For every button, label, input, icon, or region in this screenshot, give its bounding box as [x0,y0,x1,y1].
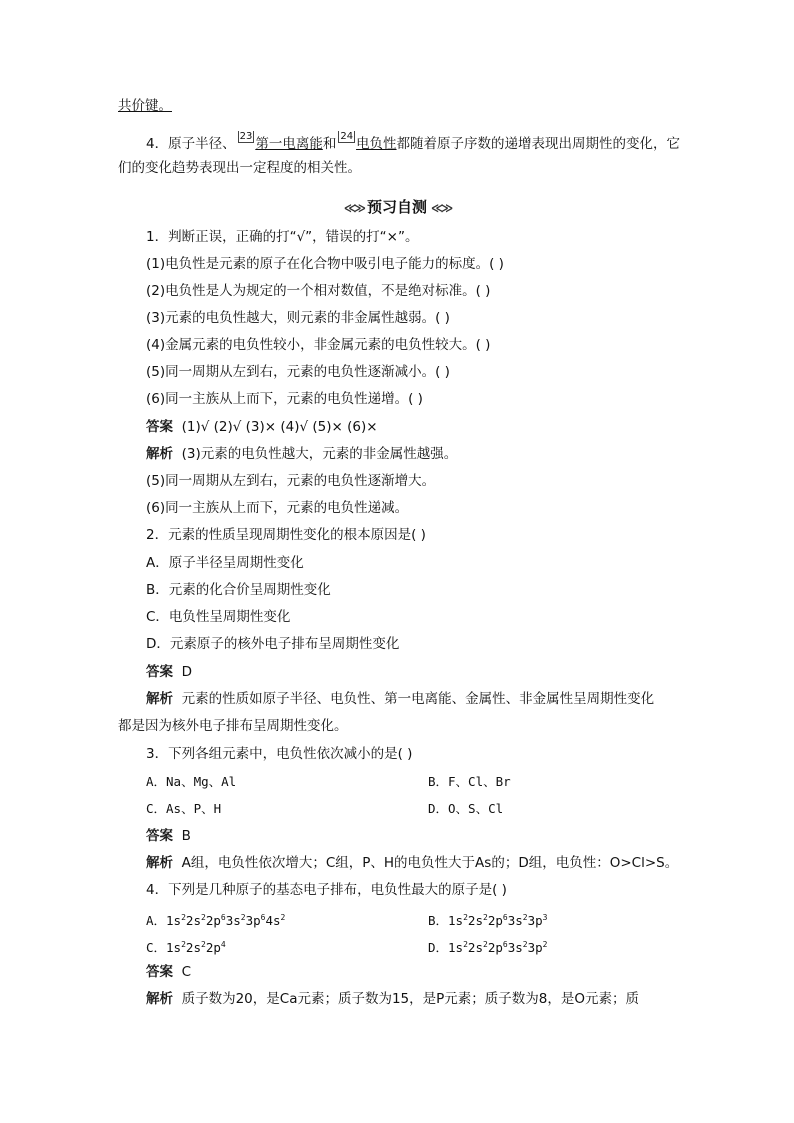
q4-analysis [146,990,639,1008]
q3-answer [146,827,191,845]
blank-number-24: 24 [340,131,354,142]
q4-stem: 4．下列是几种原子的基态电子排布，电负性最大的原子是( ) [146,882,507,898]
q1-analysis [146,445,457,463]
answer-label: 答案 [146,664,173,680]
term-first-ionization-energy: 第一电离能 [255,136,323,152]
section-deco-right: ≪≫ [431,201,451,215]
q1-item-1: (1)电负性是元素的原子在化合物中吸引电子能力的标度。( ) [146,256,504,272]
blank-number-23: 23 [239,131,253,142]
q4-option-b: B．$1s^22s^22p^63s^23p^3$ [428,913,548,929]
q2-answer [146,663,192,681]
q1-stem: 1．判断正误，正确的打“√”，错误的打“×”。 [146,229,419,245]
term-electronegativity: 电负性 [356,136,397,152]
q3-stem: 3．下列各组元素中，电负性依次减小的是( ) [146,746,413,762]
q1-answer [146,418,378,436]
item-4 [146,131,680,153]
section-deco-left: ≪≫ [343,201,363,215]
paragraph-end-text: 共价键。 [118,98,172,114]
q4-option-c: C．$1s^22s^22p^4$ [146,940,226,956]
q2-option-b: B．元素的化合价呈周期性变化 [146,582,331,598]
q1-analysis-line1: (3)元素的电负性越大，元素的非金属性越强。 [181,446,458,462]
analysis-label: 解析 [146,991,173,1007]
q1-item-3: (3)元素的电负性越大，则元素的非金属性越弱。( ) [146,310,450,326]
answer-label: 答案 [146,964,173,980]
q2-analysis [146,690,654,708]
q2-answer-text: D [181,664,192,680]
q3-option-d: D．O、S、Cl [428,801,504,816]
q4-option-d: D．$1s^22s^22p^63s^23p^2$ [428,940,548,956]
q2-option-a: A．原子半径呈周期性变化 [146,555,304,571]
q1-answer-text: (1)√ (2)√ (3)× (4)√ (5)× (6)× [181,419,378,435]
q2-option-d: D．元素原子的核外电子排布呈周期性变化 [146,636,400,652]
q3-analysis [146,854,678,872]
q4-option-a: A．$1s^22s^22p^63s^23p^64s^2$ [146,913,286,929]
section-title-text: 预习自测 [366,198,427,216]
paragraph-end [118,97,172,115]
q2-option-c: C．电负性呈周期性变化 [146,609,291,625]
analysis-label: 解析 [146,691,173,707]
q3-option-a: A．Na、Mg、Al [146,774,237,789]
q1-item-2: (2)电负性是人为规定的一个相对数值，不是绝对标准。( ) [146,283,491,299]
q1-item-6: (6)同一主族从上而下，元素的电负性递增。( ) [146,391,423,407]
q1-analysis-line3: (6)同一主族从上而下，元素的电负性递减。 [146,500,409,516]
answer-label: 答案 [146,419,173,435]
q4-analysis-text: 质子数为20，是Ca元素；质子数为15，是P元素；质子数为8，是O元素；质 [181,991,640,1007]
q1-item-4: (4)金属元素的电负性较小，非金属元素的电负性较大。( ) [146,337,491,353]
analysis-label: 解析 [146,446,173,462]
q4-option-a-label: A． [146,913,167,929]
q2-analysis-line2: 都是因为核外电子排布呈周期性变化。 [118,718,348,734]
q3-answer-text: B [181,828,191,844]
q1-analysis-line2: (5)同一周期从左到右，元素的电负性逐渐增大。 [146,473,436,489]
item-4-rest: 都随着原子序数的递增表现出周期性的变化，它 [396,136,681,152]
q2-stem: 2．元素的性质呈现周期性变化的根本原因是( ) [146,527,426,543]
q2-analysis-line1: 元素的性质如原子半径、电负性、第一电离能、金属性、非金属性呈周期性变化 [181,691,655,707]
q3-option-c: C．As、P、H [146,801,222,816]
q4-option-d-label: D． [428,940,449,956]
q4-option-c-label: C． [146,940,167,956]
analysis-label: 解析 [146,855,173,871]
section-title [0,197,794,218]
answer-label: 答案 [146,828,173,844]
conjunction: 和 [322,136,337,152]
q4-answer-text: C [181,964,192,980]
q3-analysis-text: A组，电负性依次增大；C组，P、H的电负性大于As的；D组，电负性：O>Cl>S。 [181,855,679,871]
q4-answer [146,963,191,981]
q4-option-b-label: B． [428,913,449,929]
q3-option-b: B．F、Cl、Br [428,774,511,789]
item-4-line2: 们的变化趋势表现出一定程度的相关性。 [118,160,361,176]
q1-item-5: (5)同一周期从左到右，元素的电负性逐渐减小。( ) [146,364,450,380]
item-4-prefix: 4．原子半径、 [146,136,236,152]
